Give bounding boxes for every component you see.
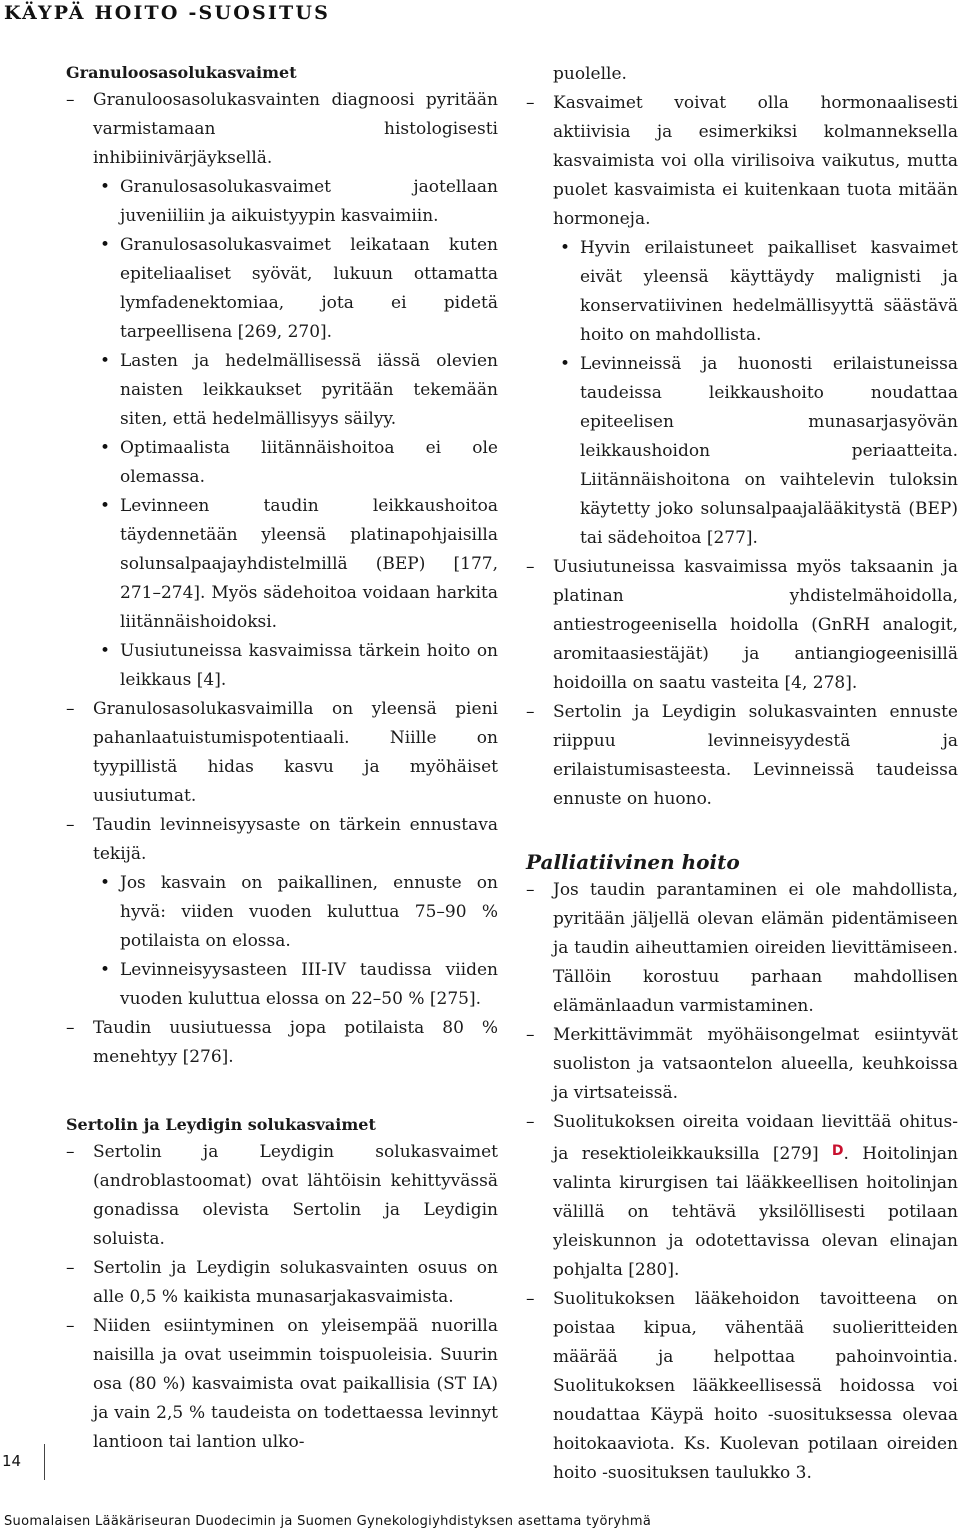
list-item: – Sertolin ja Leydigin solukasvainten ennuste riippuu levinneisyydestä ja erilaistumisasteesta. Levinneissä taudeissa ennuste on huono.	[526, 698, 958, 814]
header-title: KÄYPÄ HOITO -SUOSITUS	[4, 2, 331, 24]
footer-text: Suomalaisen Lääkäriseuran Duodecimin ja Suomen Gynekologiyhdistyksen asettama työryhmä	[4, 1514, 652, 1529]
sertoli-heading: Sertolin ja Leydigin solukasvaimet	[66, 1115, 376, 1134]
list-item: – Granuloosasolukasvainten diagnoosi pyritään varmistamaan histologisesti inhibiinivärjäyksellä.	[66, 86, 498, 173]
bullet-item: • Hyvin erilaistuneet paikalliset kasvaimet eivät yleensä käyttäydy malignisti ja konservatiivinen hedelmällisyyttä säästävä hoito on mahdollista.	[526, 234, 958, 350]
list-item: – Sertolin ja Leydigin solukasvainten osuus on alle 0,5 % kaikista munasarjakasvaimista.	[66, 1254, 498, 1312]
bullet-item: • Levinneissä ja huonosti erilaistuneissa taudeissa leikkaushoito noudattaa epiteelisen munasarjasyövän leikkaushoidon periaatteita. Liitännäishoitona on vaihtelevin tuloksin käytetty joko solunsalpaajalääkitystä (BEP) tai sädehoitoa [277].	[526, 350, 958, 553]
list-item: – Uusiutuneissa kasvaimissa myös taksaanin ja platinan yhdistelmähoidolla, antiestrogeenisella hoidolla (GnRH analogit, aromitaasiestäjät) ja antiangiogeenisillä hoidoilla on saatu vasteita [4, 278].	[526, 553, 958, 698]
palliative-heading: Palliatiivinen hoito	[526, 850, 740, 874]
continued-text: puolelle.	[553, 64, 627, 84]
bullet-item: • Lasten ja hedelmällisessä iässä olevien naisten leikkaukset pyritään tekemään siten, että hedelmällisyys säilyy.	[66, 347, 498, 434]
list-item: – Merkittävimmät myöhäisongelmat esiintyvät suoliston ja vatsaontelon alueella, keuhkoissa ja virtsateissä.	[526, 1021, 958, 1108]
list-item: – Niiden esiintyminen on yleisempää nuorilla naisilla ja ovat useimmin toispuoleisia. Suurin osa (80 %) kasvaimista ovat paikallisia (ST IA) ja vain 2,5 % taudeista on todettaessa levinnyt lantioon tai lantion ulko-	[66, 1312, 498, 1457]
bullet-item: • Granulosasolukasvaimet leikataan kuten epiteliaaliset syövät, lukuun ottamatta lymfadenektomiaa, jota ei pidetä tarpeellisena [269, 270].	[66, 231, 498, 347]
list-item: – Suolitukoksen lääkehoidon tavoitteena on poistaa kipua, vähentää suolieritteiden määrää ja helpottaa pahoinvointia. Suolitukoksen lääkkeellisessä hoidossa voi noudattaa Käypä hoito -suosituksessa olevaa hoitokaaviota. Ks. Kuolevan potilaan oireiden hoito -suosituksen taulukko 3.	[526, 1285, 958, 1488]
list-item: – Taudin uusiutuessa jopa potilaista 80 % menehtyy [276].	[66, 1014, 498, 1072]
list-item: – Sertolin ja Leydigin solukasvaimet (androblastoomat) ovat lähtöisin kehittyvässä gonadissa olevista Sertolin ja Leydigin soluista.	[66, 1138, 498, 1254]
bullet-item: • Levinneisyysasteen III-IV taudissa viiden vuoden kuluttua elossa on 22–50 % [275].	[66, 956, 498, 1014]
granulosa-heading: Granuloosasolukasvaimet	[66, 63, 297, 82]
list-item	[526, 1108, 958, 1285]
bullet-item: • Granulosasolukasvaimet jaotellaan juveniiliin ja aikuistyypin kasvaimiin.	[66, 173, 498, 231]
list-item: – Taudin levinneisyysaste on tärkein ennustava tekijä.	[66, 811, 498, 869]
bullet-item: • Uusiutuneissa kasvaimissa tärkein hoito on leikkaus [4].	[66, 637, 498, 695]
page-number-divider	[44, 1444, 45, 1480]
page-number: 14	[2, 1452, 22, 1470]
bullet-item: • Jos kasvain on paikallinen, ennuste on hyvä: viiden vuoden kuluttua 75–90 % potilaista on elossa.	[66, 869, 498, 956]
bullet-item: • Levinneen taudin leikkaushoitoa täydennetään yleensä platinapohjaisilla solunsalpaajayhdistelmillä (BEP) [177, 271–274]. Myös sädehoitoa voidaan harkita liitännäishoidoksi.	[66, 492, 498, 637]
list-item-text: Suolitukoksen oireita voidaan lievittää ohitus- ja resektioleikkauksilla [279]	[553, 1112, 958, 1164]
bullet-item: • Optimaalista liitännäishoitoa ei ole olemassa.	[66, 434, 498, 492]
list-item: – Kasvaimet voivat olla hormonaalisesti aktiivisia ja esimerkiksi kolmanneksella kasvaimista voi olla virilisoiva vaikutus, mutta puolet kasvaimista ei kuitenkaan tuota mitään hormoneja.	[526, 89, 958, 234]
list-item: – Jos taudin parantaminen ei ole mahdollista, pyritään jäljellä olevan elämän pidentämiseen ja taudin aiheuttamien oireiden lievittämiseen. Tällöin korostuu parhaan mahdollisen elämänlaadun varmistaminen.	[526, 876, 958, 1021]
left-column	[66, 60, 498, 1457]
list-item: – Granulosasolukasvaimilla on yleensä pieni pahanlaatuistumispotentiaali. Niille on tyypillistä hidas kasvu ja myöhäiset uusiutumat.	[66, 695, 498, 811]
list-item-text: . Hoitolinjan valinta kirurgisen tai lääkkeellisen hoitolinjan välillä on tehtävä yksilöllisesti potilaan yleiskunnon ja odotettavissa olevan elinajan pohjalta [280].	[553, 1144, 958, 1280]
right-column	[526, 60, 958, 1488]
evidence-level-badge: D	[831, 1143, 844, 1159]
